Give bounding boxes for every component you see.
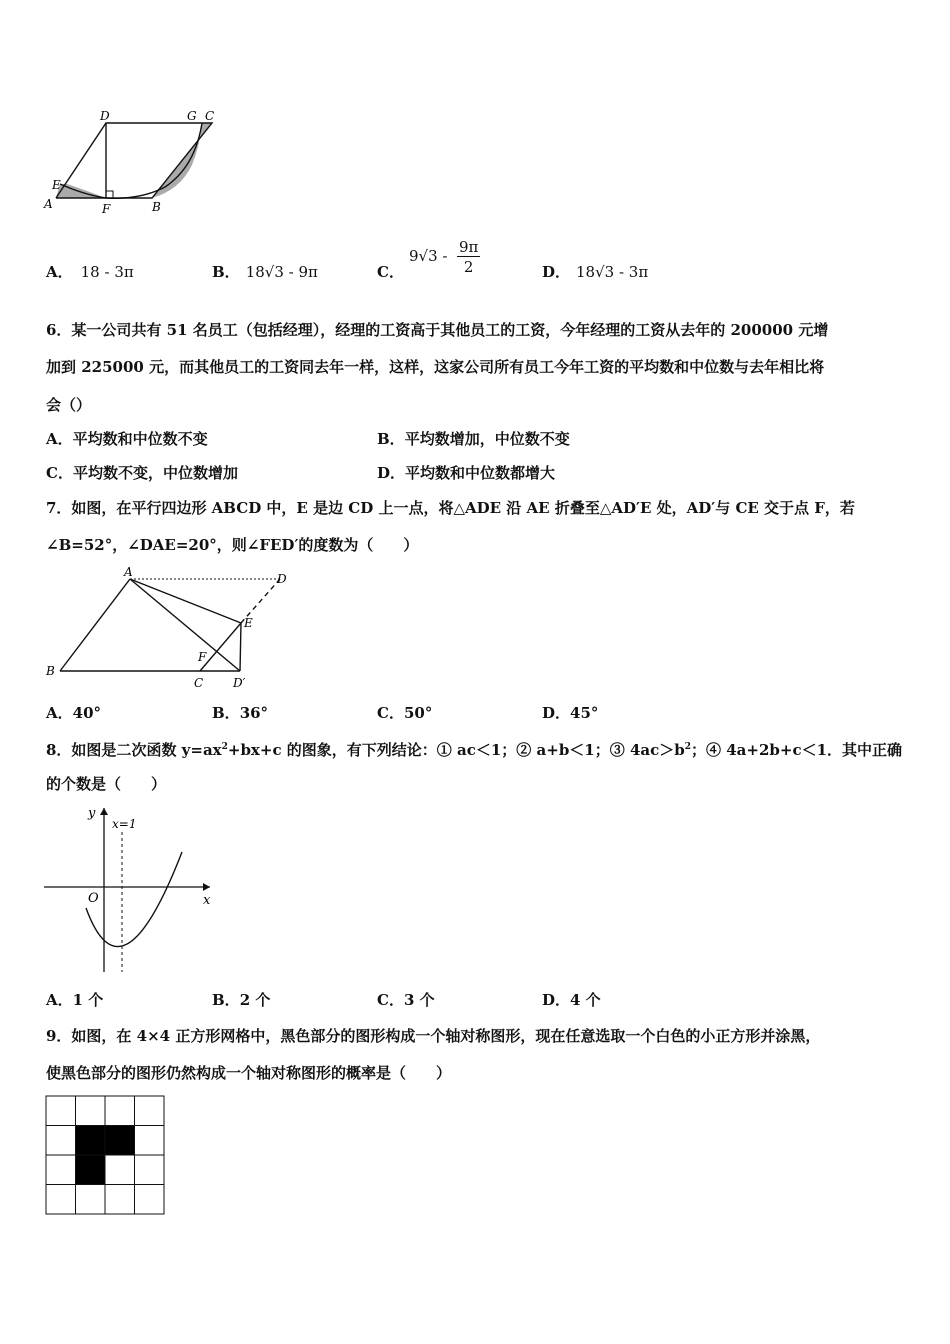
- q9-grid: [45, 1095, 166, 1216]
- q5-option-b-value: 18√3 - 9π: [245, 263, 318, 281]
- q8-line1: 8．如图是二次函数 $y=ax^2+bx+c$ 的图象，有下列结论：① ac＜1；② a+b＜1；③ $4ac>b^2$；④ 4a+2b+c＜1．其中正确: [46, 741, 903, 759]
- q7-label-b: B: [46, 664, 55, 678]
- grid-cell-white: [105, 1096, 135, 1126]
- q8-option-a[interactable]: A．1 个: [46, 991, 104, 1009]
- grid-cell-white: [76, 1185, 106, 1215]
- q8-label-axis: x=1: [112, 817, 137, 831]
- q7-option-b[interactable]: B．36°: [212, 704, 269, 722]
- q5-label-c: C: [205, 109, 215, 123]
- grid-cell-white: [135, 1155, 165, 1185]
- q5-option-a[interactable]: A． 18 - 3π: [46, 263, 134, 281]
- q7-label-c: C: [194, 676, 204, 690]
- q7-line2: ∠B=52°，∠DAE=20°，则∠FED′的度数为（ ）: [46, 536, 419, 554]
- q5-option-c-value: 9√3 -: [409, 247, 448, 265]
- q8-option-b[interactable]: B．2 个: [212, 991, 271, 1009]
- q7-option-c[interactable]: C．50°: [377, 704, 433, 722]
- q5-label-a: A: [44, 197, 53, 211]
- q5-label-f: F: [102, 202, 111, 216]
- q5-option-b[interactable]: B． 18√3 - 9π: [212, 263, 318, 281]
- q7-label-d: D: [277, 572, 287, 586]
- grid-cell-white: [135, 1185, 165, 1215]
- q7-label-e: E: [244, 616, 253, 630]
- q5-option-d[interactable]: D． 18√3 - 3π: [542, 263, 649, 281]
- q8-label-y: y: [88, 806, 96, 821]
- q7-figure: [40, 565, 295, 693]
- grid-cell-white: [46, 1126, 76, 1156]
- q9-line2: 使黑色部分的图形仍然构成一个轴对称图形的概率是（ ）: [46, 1064, 452, 1082]
- q5-figure: [40, 105, 230, 220]
- q6-option-c[interactable]: C．平均数不变，中位数增加: [46, 464, 238, 482]
- q8-line2: 的个数是（ ）: [46, 775, 167, 793]
- q8-option-c[interactable]: C．3 个: [377, 991, 435, 1009]
- q7-label-a: A: [124, 565, 133, 579]
- q6-option-a[interactable]: A．平均数和中位数不变: [46, 430, 208, 448]
- q7-option-a[interactable]: A．40°: [46, 704, 102, 722]
- q9-line1: 9．如图，在 4×4 正方形网格中，黑色部分的图形构成一个轴对称图形，现在任意选取一个白色的小正方形并涂黑，: [46, 1027, 821, 1045]
- grid-cell-white: [46, 1185, 76, 1215]
- grid-cell-white: [105, 1185, 135, 1215]
- q7-label-dprime: D′: [233, 676, 246, 690]
- grid-cell-white: [105, 1155, 135, 1185]
- q5-label-d: D: [100, 109, 110, 123]
- grid-cell-white: [135, 1126, 165, 1156]
- q7-option-d[interactable]: D．45°: [542, 704, 599, 722]
- q5-label-b: B: [152, 200, 161, 214]
- q5-option-a-value: 18 - 3π: [80, 263, 134, 281]
- grid-cell-black: [105, 1126, 135, 1156]
- q8-figure: [42, 802, 217, 974]
- q6-line1: 6．某一公司共有 51 名员工（包括经理），经理的工资高于其他员工的工资，今年经理的工资从去年的 200000 元增: [46, 321, 829, 339]
- q6-line3: 会（）: [46, 396, 92, 414]
- grid-cell-white: [46, 1096, 76, 1126]
- grid-cell-white: [76, 1096, 106, 1126]
- grid-cell-white: [135, 1096, 165, 1126]
- q8-label-x: x: [203, 893, 211, 908]
- grid-cell-black: [76, 1155, 106, 1185]
- q6-option-b[interactable]: B．平均数增加，中位数不变: [377, 430, 570, 448]
- q5-label-g: G: [187, 109, 197, 123]
- q7-line1: 7．如图，在平行四边形 ABCD 中，E 是边 CD 上一点，将△ADE 沿 AE 折叠至△AD′E 处，AD′与 CE 交于点 F，若: [46, 499, 855, 517]
- q8-parabola: [86, 852, 182, 947]
- q5-option-d-value: 18√3 - 3π: [576, 263, 649, 281]
- q5-option-c-fraction: 9π 2: [459, 238, 479, 276]
- grid-cell-white: [46, 1155, 76, 1185]
- grid-cell-black: [76, 1126, 106, 1156]
- q5-label-e: E: [52, 178, 61, 192]
- q7-label-f: F: [198, 650, 207, 664]
- q6-line2: 加到 225000 元，而其他员工的工资同去年一样，这样，这家公司所有员工今年工资的平均数和中位数与去年相比将: [46, 358, 825, 376]
- q8-option-d[interactable]: D．4 个: [542, 991, 601, 1009]
- q6-option-d[interactable]: D．平均数和中位数都增大: [377, 464, 556, 482]
- q8-label-o: O: [88, 891, 99, 906]
